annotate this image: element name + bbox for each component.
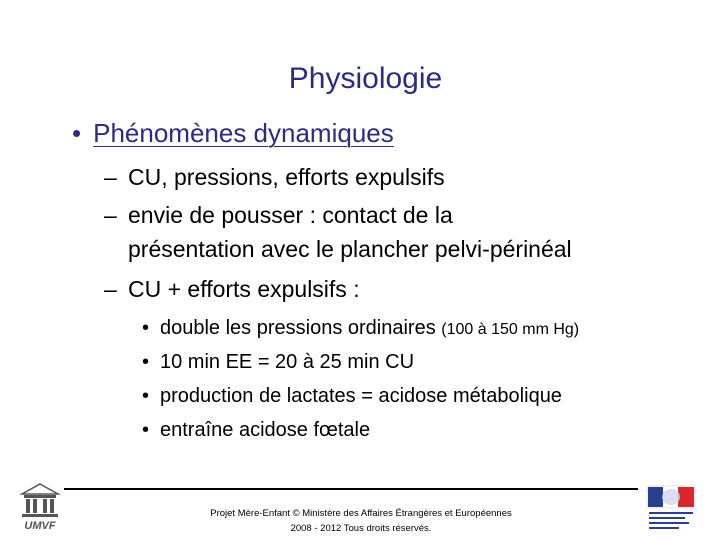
main-bullet [72, 118, 394, 149]
sub-list-item [142, 345, 414, 379]
footer-divider [64, 488, 638, 490]
dash-marker: – [104, 276, 117, 302]
slide-title: Physiologie [288, 62, 443, 95]
list-item [104, 199, 453, 232]
flag-blue [648, 487, 663, 507]
sub-list-item [142, 311, 579, 347]
footer-line-1: Projet Mère-Enfant © Ministère des Affaires Étrangères et Européennes [210, 508, 512, 519]
bullet-marker: • [72, 118, 82, 148]
logo-text-line [649, 512, 693, 514]
flag-red [678, 487, 694, 507]
logo-text-line [649, 527, 679, 529]
footer-copyright [196, 506, 526, 536]
umvf-logo-column [50, 499, 54, 513]
sub-bullet-marker: • [142, 385, 150, 407]
sub-list-item-text: double les pressions ordinaires [160, 317, 436, 339]
sub-bullet-marker: • [142, 351, 150, 373]
list-item-text: CU, pressions, efforts expulsifs [128, 164, 445, 190]
sub-list-item [142, 413, 370, 447]
umvf-logo-base [22, 514, 58, 517]
dash-marker: – [104, 164, 117, 190]
list-item [104, 161, 445, 194]
list-item-continuation: présentation avec le plancher pelvi-périnéal [128, 236, 572, 262]
marianne-profile [662, 489, 680, 505]
sub-list-item-note: (100 à 150 mm Hg) [441, 321, 580, 338]
main-bullet-text: Phénomènes dynamiques [93, 118, 394, 148]
umvf-logo-column [33, 499, 37, 513]
umvf-logo-pediment [22, 484, 58, 494]
list-item [104, 273, 360, 306]
logo-text-line [649, 517, 685, 519]
umvf-logo-column [26, 499, 30, 513]
sub-bullet-marker: • [142, 419, 150, 441]
umvf-logo-beam [24, 495, 56, 498]
sub-list-item-text: production de lactates = acidose métabolique [160, 385, 562, 407]
list-item-text: CU + efforts expulsifs : [128, 276, 360, 302]
sub-list-item-text: 10 min EE = 20 à 25 min CU [160, 351, 415, 373]
umvf-logo-column [43, 499, 47, 513]
republique-francaise-logo [645, 484, 697, 534]
dash-marker: – [104, 202, 117, 228]
footer-line-2: 2008 - 2012 Tous droits réservés. [290, 523, 432, 534]
umvf-logo [16, 480, 64, 532]
logo-text-line [649, 522, 689, 524]
list-item-text: envie de pousser : contact de la [128, 202, 453, 228]
umvf-logo-text: UMVF [24, 520, 56, 532]
sub-list-item [142, 379, 562, 413]
sub-list-item-text: entraîne acidose fœtale [160, 419, 371, 441]
sub-bullet-marker: • [142, 317, 150, 339]
